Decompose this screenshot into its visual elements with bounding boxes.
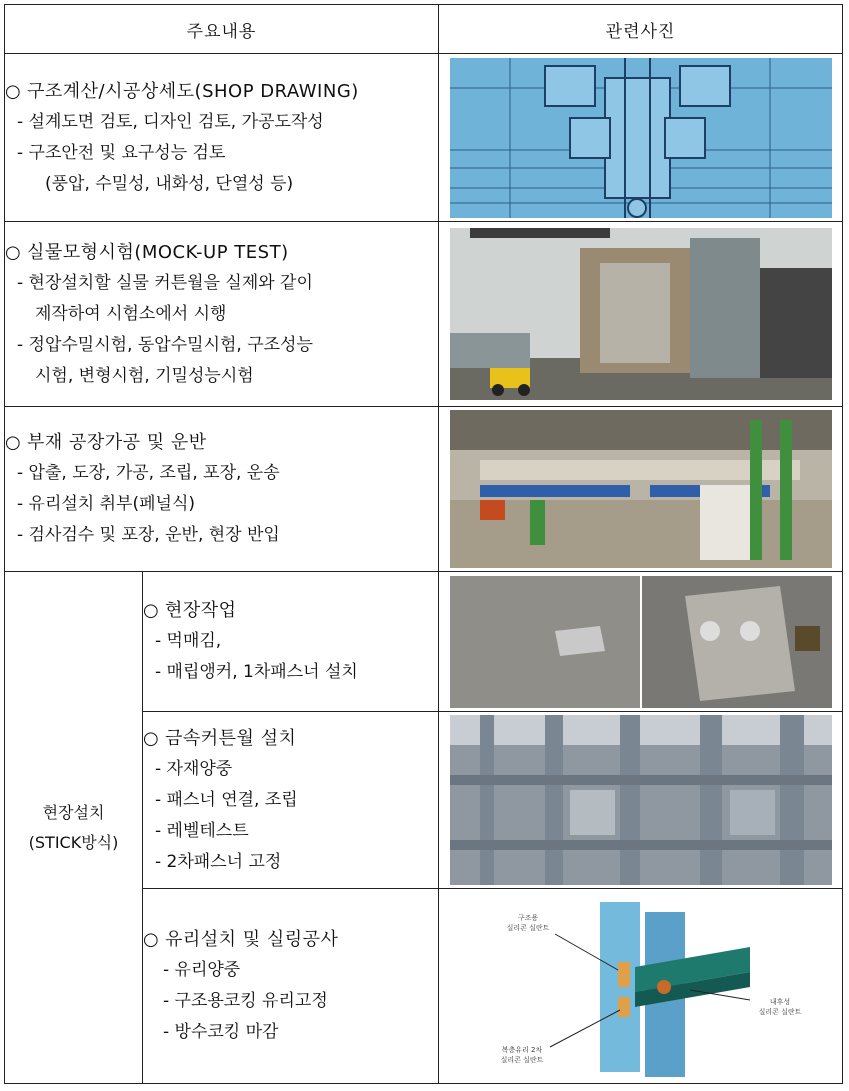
diagram-label: 구조용 <box>517 914 538 922</box>
row-title: ○ 현장작업 <box>143 600 237 621</box>
row-line: 제작하여 시험소에서 시행 <box>35 303 227 324</box>
site-install-label: 현장설치 (STICK방식) <box>5 572 143 1084</box>
row-line: - 설계도면 검토, 디자인 검토, 가공도작성 <box>17 111 324 132</box>
row-line: - 방수코킹 마감 <box>163 1022 279 1042</box>
curtain-wall-photo <box>450 715 832 885</box>
table-row <box>5 407 843 572</box>
row-title: ○ 구조계산/시공상세도(SHOP DRAWING) <box>5 80 359 102</box>
row-title: ○ 실물모형시험(MOCK-UP TEST) <box>5 241 289 263</box>
glazing-sealant-diagram <box>450 892 832 1080</box>
row-title: ○ 유리설치 및 실링공사 <box>143 929 339 950</box>
row-line: - 검사검수 및 포장, 운반, 현장 반입 <box>17 525 280 545</box>
row-line: - 먹매김, <box>155 631 222 651</box>
row-line: - 구조안전 및 요구성능 검토 <box>17 142 226 163</box>
row-line: - 유리설치 취부(페널식) <box>17 494 196 514</box>
row-line: - 유리양중 <box>163 960 241 980</box>
photo-cell <box>439 54 843 222</box>
row-line: (풍압, 수밀성, 내화성, 단열성 등) <box>45 173 294 194</box>
row-line: - 정압수밀시험, 동압수밀시험, 구조성능 <box>17 334 313 355</box>
row-line: - 현장설치할 실물 커튼월을 실제와 같이 <box>17 272 313 293</box>
row-content <box>143 712 439 889</box>
factory-photo <box>450 410 832 568</box>
photo-cell <box>439 572 843 712</box>
row-line: 시험, 변형시험, 기밀성능시험 <box>35 365 254 386</box>
shop-drawing-image <box>450 58 832 218</box>
diagram-label: 실리콘 실란트 <box>500 1056 543 1064</box>
diagram-label: 실리콘 실란트 <box>506 924 549 932</box>
row-title: ○ 금속커튼월 설치 <box>143 727 297 749</box>
photo-cell <box>439 889 843 1084</box>
table-row <box>5 54 843 222</box>
row-content <box>143 572 439 712</box>
header-row <box>5 5 843 54</box>
photo-cell <box>439 407 843 572</box>
row-line: - 2차패스너 고정 <box>155 851 282 872</box>
row-line: - 매립앵커, 1차패스너 설치 <box>155 662 358 682</box>
row-line: - 레벨테스트 <box>155 820 249 841</box>
anchor-photo <box>450 576 832 708</box>
table-row <box>5 572 843 712</box>
photo-cell <box>439 222 843 407</box>
row-content <box>5 222 439 407</box>
header-content: 주요내용 <box>5 5 439 54</box>
diagram-label: 내후성 <box>769 998 790 1006</box>
row-line: - 압출, 도장, 가공, 조립, 포장, 운송 <box>17 463 280 483</box>
row-content <box>5 407 439 572</box>
row-content <box>143 889 439 1084</box>
curtain-wall-process-table <box>4 4 843 1084</box>
row-line: - 구조용코킹 유리고정 <box>163 991 328 1011</box>
row-title: ○ 부재 공장가공 및 운반 <box>5 432 207 453</box>
diagram-label: 복층유리 2차 <box>501 1046 542 1054</box>
header-photo: 관련사진 <box>439 5 843 54</box>
row-line: - 자재양중 <box>155 758 233 779</box>
table-row <box>5 222 843 407</box>
row-line: - 패스너 연결, 조립 <box>155 789 298 810</box>
photo-cell <box>439 712 843 889</box>
diagram-label: 실리콘 실란트 <box>758 1008 801 1016</box>
mock-up-test-photo <box>450 228 832 400</box>
row-content <box>5 54 439 222</box>
